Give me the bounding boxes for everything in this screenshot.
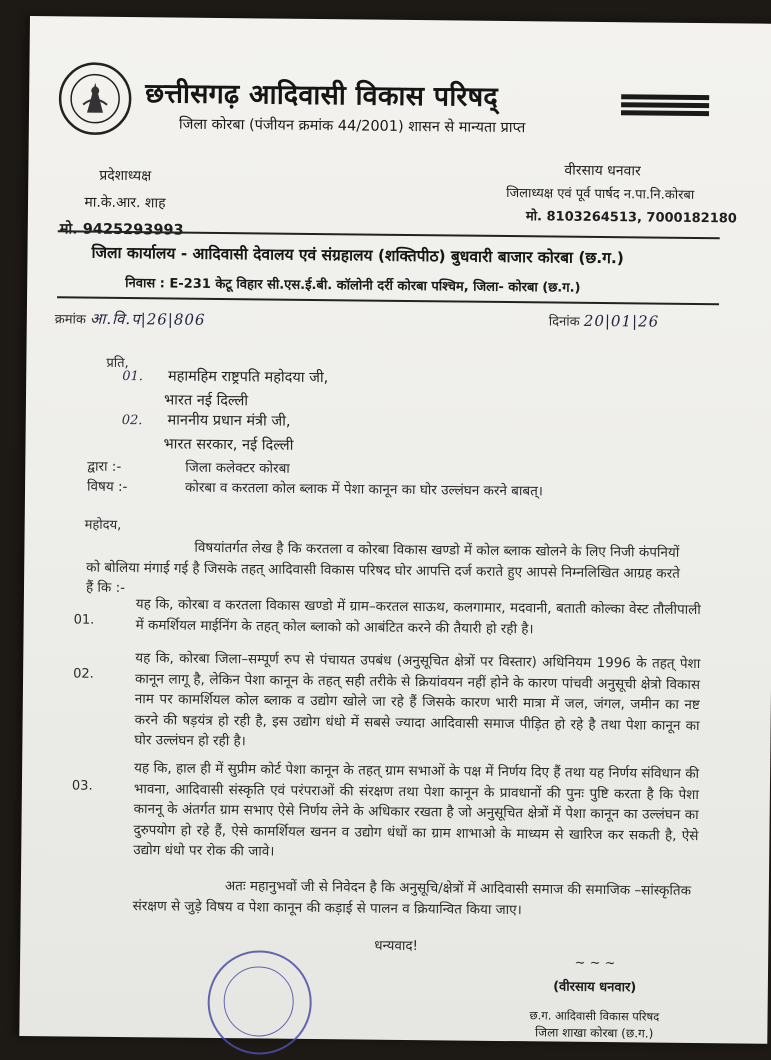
closing-paragraph: अतः महानुभवों जी से निवेदन है कि अनुसूचि/क्षेत्रों में आदिवासी समाज की समाजिक –सांस्कृतिक संरक्षण से जुड़े विषय व पेशा कानून की कड़ाई से पालन व क्रियान्वित किया जाए। <box>132 878 692 918</box>
point-number: 02. <box>73 666 94 682</box>
district-president-name: वीरसाय धनवार <box>564 162 641 180</box>
point-text: यह कि, कोरबा व करतला विकास खण्डो में ग्राम–करतल साऊथ, कलगामार, मदवानी, बताती कोल्का वेस्ट तौलीपाली में कमर्शियल माईनिंग के तहत् कोल ब्लाको को आबंटित करने की तैयारी हो रही है। <box>135 596 701 637</box>
point-text: यह कि, कोरबा जिला–सम्पूर्ण रुप से पंचायत उपबंध (अनुसूचित क्षेत्रों पर विस्तार) अधिनियम 1996 के तहत् पेशा कानून लागू है, लेकिन पेशा कानून के तहत् सही तरीके से क्रियांवयन नहीं होने के कारण पांचवी अनुसूची क्षेत्रो विकास नाम पर कामर्शियल कोल ब्लाक व उद्योग खोले जा रहे हैं जिसके कारण भारी मात्रा में जल, जंगल, जमीन का नष्ट करने की षड़यंत्र हो रही है, इस उद्योग धंधो में सबसे ज्यादा आदिवासी समाज पीड़ित हो रहे है तथा पेशा कानून का घोर उल्लंघन हो रही है। <box>134 650 701 750</box>
president-name: मा.के.आर. शाह <box>84 194 166 212</box>
reference-number <box>55 308 206 330</box>
president-phone: मो. 9425293993 <box>59 221 184 239</box>
recipient-line1: माननीय प्रधान मंत्री जी, <box>167 412 291 430</box>
intro-paragraph: विषयांतर्गत लेख है कि करतला व कोरबा विकास खण्डो में कोल ब्लाक खोलने के लिए निजी कंपनियों को बोलिया मंगाई गई है जिसके तहत् आदिवासी विकास परिषद घोर आपत्ति दर्ज कराते हुए आपसे निम्नलिखित आग्रह करते हैं कि :- <box>85 539 680 597</box>
decorative-bars <box>621 94 709 119</box>
organization-seal-logo <box>57 60 134 137</box>
through-label: द्वारा :- <box>87 458 122 475</box>
subject-value: कोरबा व करतला कोल ब्लाक में पेशा कानून का घोर उल्लंघन करने बाबत्। <box>184 479 544 500</box>
office-stamp <box>207 950 312 1055</box>
point-text: यह कि, हाल ही में सुप्रीम कोर्ट पेशा कानून के तहत् ग्राम सभाओं के पक्ष में निर्णय दिए हैं तथा यह निर्णय संविधान की भावना, आदिवासी संस्कृति एवं परंपराओं की संरक्षण तथा पेशा कानून के प्रावधानों की पुनः पुष्टि करता है कि पेशा काननू के अंतर्गत ग्राम सभाए ऐसे निर्णय लेने के अधिकार रखता है जो अनुसूचित क्षेत्रों में पेशा कानून का उल्लंघन का दुरुपयोग हो रहे हैं, ऐसे कामर्शियल खनन व उद्योग धंधों का ग्राम शाभाओ के माध्यम से खारिज कर सकती है, ऐसे उद्योग धंधो पर रोक की जावे। <box>133 760 700 860</box>
signatory-title-line1: छ.ग. आदिवासी विकास परिषद <box>529 1008 660 1024</box>
organization-name: छत्तीसगढ़ आदिवासी विकास परिषद् <box>145 78 499 113</box>
registration-line: जिला कोरबा (पंजीयन क्रमांक 44/2001) शासन से मान्यता प्राप्त <box>178 116 526 137</box>
to-label: प्रति, <box>106 355 129 372</box>
signatory-title-line2: जिला शाखा कोरबा (छ.ग.) <box>535 1025 654 1041</box>
signature-scribble-icon: ~ ~ ~ <box>574 955 616 972</box>
office-address: जिला कार्यालय - आदिवासी देवालय एवं संग्रहालय (शक्तिपीठ) बुधवारी बाजार कोरबा (छ.ग.) <box>91 243 625 268</box>
president-title: प्रदेशाध्यक्ष <box>99 167 152 185</box>
recipient-number: 02. <box>121 412 143 429</box>
recipient-number: 01. <box>122 368 143 385</box>
signatory-name: (वीरसाय धनवार) <box>553 979 637 996</box>
date-label: दिनांक <box>548 314 580 330</box>
district-president-phone: मो. 8103264513, 7000182180 <box>525 209 737 227</box>
through-value: जिला कलेक्टर कोरबा <box>185 459 290 477</box>
subject-label: विषय :- <box>86 478 128 496</box>
letter-page <box>19 16 771 1044</box>
point-number: 01. <box>73 612 95 628</box>
reference-value: आ.वि.प|26|806 <box>89 309 206 329</box>
address-divider <box>57 296 719 305</box>
point-number: 03. <box>71 778 93 794</box>
recipient-line2: भारत सरकार, नई दिल्ली <box>163 436 294 454</box>
signature-block <box>529 955 660 1041</box>
salutation: महोदय, <box>84 517 122 533</box>
district-president-title: जिलाध्यक्ष एवं पूर्व पार्षद न.पा.नि.कोरबा <box>506 185 695 203</box>
district-president-info <box>506 159 738 230</box>
recipient-line1: महामहिम राष्ट्रपति महोदया जी, <box>167 368 329 387</box>
recipient-2 <box>121 409 293 455</box>
date-value: 20|01|26 <box>583 311 660 331</box>
thanks-text: धन्यवाद! <box>374 937 419 955</box>
recipient-1 <box>122 365 329 411</box>
residence-address: निवास : E-231 केटू विहार सी.एस.ई.बी. कॉलोनी दर्री कोरबा पश्चिम, जिला- कोरबा (छ.ग.) <box>125 276 581 296</box>
recipient-line2: भारत नई दिल्ली <box>163 392 249 410</box>
letter-date <box>549 311 660 330</box>
reference-label: क्रमांक <box>54 312 87 328</box>
